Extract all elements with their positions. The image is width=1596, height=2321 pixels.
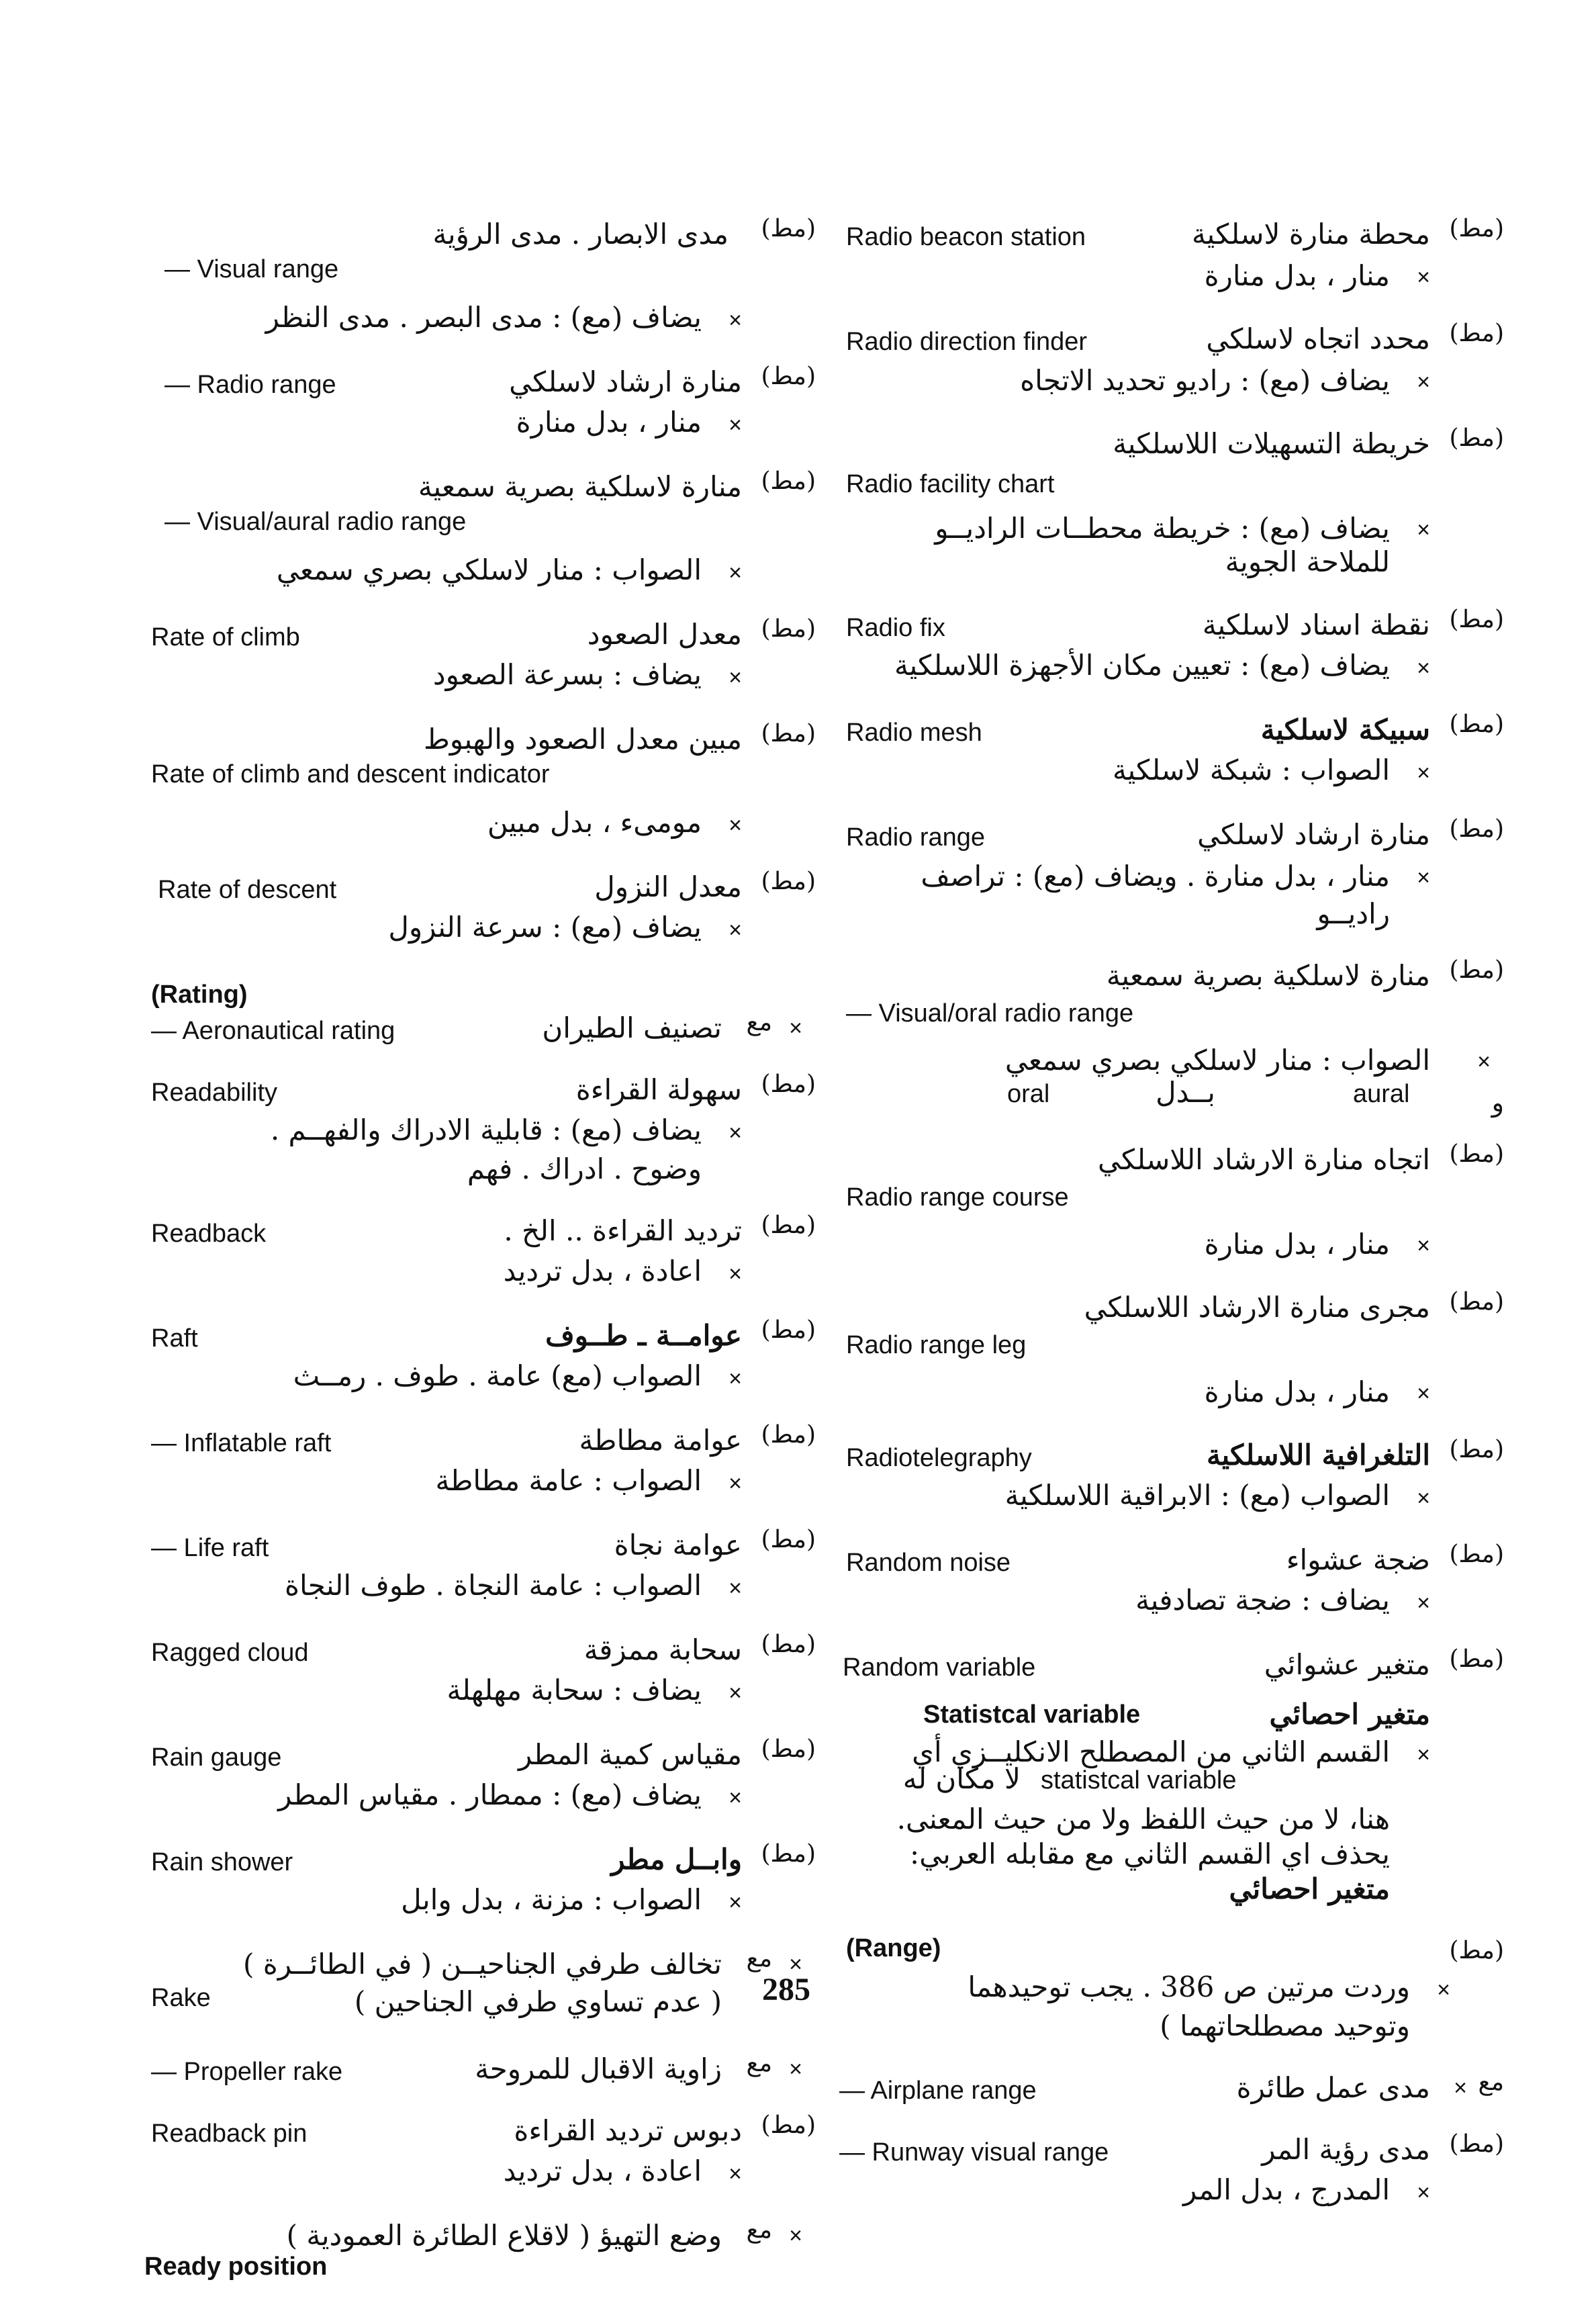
english-term: — Life raft (151, 1534, 269, 1562)
arabic-term: نقطة اسناد لاسلكية (1202, 608, 1430, 641)
arabic-term: وضع التهيؤ ( لاقلاع الطائرة العمودية ) (286, 2219, 722, 2252)
arabic-term: مقياس كمية المطر (518, 1738, 742, 1771)
abbrev-tag: (مط) (1449, 815, 1504, 843)
list-item (138, 1071, 816, 1193)
english-term: Rain gauge (151, 1743, 282, 1772)
english-term: Statistcal variable (923, 1700, 1141, 1729)
abbrev-tag: (مط) (1449, 1937, 1504, 1964)
note-text: هنا، لا من حيث اللفظ ولا من حيث المعنى. (896, 1803, 1390, 1835)
correction-note: للملاحة الجوية (1225, 545, 1390, 578)
english-term: Rain shower (151, 1848, 293, 1876)
list-item (138, 2050, 816, 2093)
cross-mark: × (1477, 1049, 1491, 1075)
cross-mark: × (729, 2161, 742, 2187)
list-item (826, 606, 1504, 692)
list-item (826, 1692, 1504, 1909)
arabic-term: ترديد القراءة .. الخ . (504, 1214, 742, 1247)
cross-mark: × (789, 2223, 802, 2248)
abbrev-tag: مع (746, 1009, 772, 1036)
arabic-term: سبيكة لاسلكية (1260, 713, 1430, 746)
english-term: Raft (151, 1324, 198, 1353)
correction-note: وتوحيد مصطلحاتهما ) (1160, 2009, 1410, 2042)
arabic-term: مدى رؤية المر (1262, 2133, 1430, 2166)
arabic-term: زاوية الاقبال للمروحة (475, 2052, 722, 2085)
list-item (826, 424, 1504, 587)
arabic-term: مدى الابصار . مدى الرؤية (432, 218, 729, 251)
english-term: Random variable (843, 1653, 1036, 1682)
abbrev-tag: مع (1478, 2068, 1504, 2096)
list-item (138, 467, 816, 596)
english-term: Random noise (846, 1549, 1011, 1577)
correction-note: الصواب (مع) : الابراقية اللاسلكية (1004, 1479, 1390, 1512)
cross-mark: × (1417, 1742, 1430, 1768)
arabic-term: عوامة نجاة (614, 1529, 742, 1561)
list-item (138, 1631, 816, 1717)
english-word: oral (1007, 1080, 1050, 1108)
english-term: Ragged cloud (151, 1639, 309, 1667)
english-term: Rate of climb and descent indicator (151, 760, 550, 788)
abbrev-tag: (مط) (761, 1735, 816, 1763)
arabic-term: سحابة ممزقة (583, 1633, 742, 1666)
cross-mark: × (789, 2056, 802, 2082)
english-term: (Rating) (151, 981, 248, 1009)
cross-mark: × (729, 1366, 742, 1392)
cross-mark: × (729, 1471, 742, 1496)
arabic-term: خريطة التسهيلات اللاسلكية (1113, 427, 1430, 460)
cross-mark: × (729, 560, 742, 586)
list-item (826, 1927, 1504, 2050)
arabic-term: اتجاه منارة الارشاد اللاسلكي (1098, 1143, 1430, 1176)
correction-note: يضاف : سحابة مهلهلة (447, 1674, 702, 1706)
correction-note: يضاف : بسرعة الصعود (432, 658, 702, 691)
note-text: القسم الثاني من المصطلح الانكليــزي أي (912, 1735, 1390, 1768)
cross-mark: × (1417, 865, 1430, 891)
cross-mark: × (729, 412, 742, 438)
list-item (138, 972, 816, 1009)
english-term: Readback (151, 1220, 267, 1248)
cross-mark: × (1454, 2075, 1467, 2101)
english-word: aural (1353, 1080, 1410, 1108)
list-item (138, 615, 816, 701)
abbrev-tag: (مط) (1449, 1645, 1504, 1673)
abbrev-tag: (مط) (761, 2111, 816, 2139)
list-item (138, 215, 816, 344)
arabic-term: عوامة مطاطة (579, 1424, 742, 1457)
cross-mark: × (729, 1785, 742, 1811)
abbrev-tag: (مط) (1449, 711, 1504, 738)
list-item (138, 2111, 816, 2197)
cross-mark: × (729, 813, 742, 838)
abbrev-tag: (مط) (1449, 424, 1504, 452)
abbrev-tag: (مط) (761, 1526, 816, 1553)
correction-note: يضاف (مع) : قابلية الادراك والفهــم . (270, 1113, 702, 1146)
correction-note: وردت مرتين ص 386 . يجب توحيدهما (968, 1970, 1410, 2003)
cross-mark: × (729, 1576, 742, 1601)
arabic-term: منارة لاسلكية بصرية سمعية (1106, 959, 1430, 992)
english-term: (Range) (846, 1934, 941, 1962)
english-term: — Airplane range (839, 2077, 1037, 2105)
abbrev-tag: (مط) (761, 615, 816, 643)
abbrev-tag: (مط) (761, 467, 816, 495)
abbrev-tag: (مط) (761, 215, 816, 242)
correction-note: يضاف (مع) : سرعة النزول (388, 911, 702, 944)
abbrev-tag: (مط) (1449, 956, 1504, 984)
correction-note: يضاف (مع) : راديو تحديد الاتجاه (1020, 364, 1390, 397)
arabic-term: مبين معدل الصعود والهبوط (423, 723, 742, 756)
list-item (826, 215, 1504, 301)
cross-mark: × (1417, 369, 1430, 395)
list-item (826, 956, 1504, 1122)
english-term: Radio mesh (846, 719, 982, 747)
arabic-term: عوامــة ـ طــوف (545, 1319, 742, 1352)
correction-note: الصواب : عامة مطاطة (435, 1464, 702, 1497)
english-term: — Visual/aural radio range (165, 508, 467, 536)
correction-note: راديــو (1317, 897, 1390, 930)
list-item (138, 1421, 816, 1507)
list-item (138, 1526, 816, 1612)
list-item (138, 1009, 816, 1052)
english-term: Readback pin (151, 2120, 308, 2148)
english-term: Radio range course (846, 1183, 1069, 1212)
english-term: Rate of descent (158, 876, 337, 904)
english-term: Readability (151, 1079, 277, 1107)
arabic-term: ضجة عشواء (1286, 1543, 1430, 1576)
english-term: — Visual/oral radio range (846, 999, 1134, 1028)
list-item (138, 2216, 816, 2302)
cross-mark: × (1417, 1233, 1430, 1259)
abbrev-tag: (مط) (761, 1631, 816, 1658)
arabic-term: تصنيف الطيران (542, 1011, 722, 1044)
cross-mark: × (1417, 2180, 1430, 2205)
arabic-term: معدل الصعود (587, 618, 742, 651)
list-item (826, 2130, 1504, 2216)
cross-mark: × (1417, 517, 1430, 543)
list-item (826, 1288, 1504, 1417)
english-term: Radio range (846, 823, 986, 852)
page-number: 285 (762, 1972, 810, 2007)
english-term: — Aeronautical rating (151, 1017, 395, 1045)
arabic-term: محطة منارة لاسلكية (1192, 218, 1430, 251)
correction-note: الصواب : منار لاسلكي بصري سمعي (1004, 1044, 1430, 1077)
correction-note: اعادة ، بدل ترديد (503, 2154, 702, 2187)
cross-mark: × (729, 1680, 742, 1706)
correction-note: منار ، بدل منارة . ويضاف (مع) : تراصف (921, 860, 1390, 893)
arabic-term: مدى عمل طائرة (1236, 2071, 1430, 2104)
arabic-term: متغير عشوائي (1264, 1648, 1430, 1681)
list-item (826, 711, 1504, 797)
english-term: statistcal variable (1041, 1766, 1237, 1794)
note-text: يحذف اي القسم الثاني مع مقابله العربي: (909, 1837, 1390, 1870)
correction-note: مومىء ، بدل مبين (487, 806, 702, 839)
correction-note: منار ، بدل منارة (516, 406, 702, 439)
abbrev-tag: (مط) (761, 1421, 816, 1449)
correction-note: الصواب (مع) عامة . طوف . رمــث (293, 1359, 702, 1392)
left-column (138, 215, 816, 2321)
english-term: Radio facility chart (846, 470, 1055, 498)
cross-mark: × (729, 1261, 742, 1287)
abbrev-tag: (مط) (761, 868, 816, 895)
cross-mark: × (729, 308, 742, 333)
abbrev-tag: مع (746, 2050, 772, 2077)
note-text: لا مكان له (902, 1762, 1021, 1795)
correction-note: المدرج ، بدل المر (1183, 2173, 1390, 2206)
list-item (138, 363, 816, 449)
list-item (826, 1645, 1504, 1688)
correction-note: اعادة ، بدل ترديد (503, 1255, 702, 1287)
arabic-term: معدل النزول (594, 870, 742, 903)
english-term: Radio range leg (846, 1331, 1027, 1359)
cross-mark: × (1417, 265, 1430, 290)
cross-mark: × (729, 1890, 742, 1915)
list-item (138, 1212, 816, 1298)
list-item (138, 1945, 816, 2031)
english-term: — Inflatable raft (151, 1429, 332, 1457)
cross-mark: × (789, 1015, 802, 1041)
arabic-word: بــدل (1156, 1076, 1215, 1109)
cross-mark: × (729, 917, 742, 943)
english-term: Rate of climb (151, 623, 300, 651)
list-item (138, 1316, 816, 1402)
english-term: — Propeller rake (151, 2058, 343, 2086)
abbrev-tag: (مط) (1449, 2130, 1504, 2158)
list-item (138, 868, 816, 954)
abbrev-tag: (مط) (1449, 320, 1504, 347)
list-item (826, 1541, 1504, 1627)
cross-mark: × (1437, 1977, 1450, 2003)
arabic-term: وابــل مطر (611, 1843, 742, 1876)
arabic-term: منارة ارشاد لاسلكي (509, 365, 742, 398)
english-term: Ready position (144, 2252, 328, 2281)
abbrev-tag: مع (746, 2216, 772, 2244)
arabic-term: محدد اتجاه لاسلكي (1206, 322, 1430, 355)
abbrev-tag: مع (746, 1945, 772, 1972)
abbrev-tag: (مط) (1449, 1541, 1504, 1568)
list-item (138, 720, 816, 849)
abbrev-tag: (مط) (761, 1840, 816, 1868)
list-item (138, 1735, 816, 1821)
correction-note: الصواب : شبكة لاسلكية (1112, 754, 1390, 786)
abbrev-tag: (مط) (1449, 215, 1504, 242)
abbrev-tag: (مط) (761, 1071, 816, 1098)
correction-note: الصواب : عامة النجاة . طوف النجاة (284, 1569, 702, 1602)
correction-note: وضوح . ادراك . فهم (467, 1152, 702, 1185)
list-item (826, 1436, 1504, 1522)
english-term: — Runway visual range (839, 2138, 1109, 2167)
list-item (826, 815, 1504, 938)
conjunction-mark: و (1491, 1089, 1504, 1118)
arabic-term: تخالف طرفي الجناحيــن ( في الطائــرة ) (243, 1948, 722, 1981)
arabic-term: مجرى منارة الارشاد اللاسلكي (1084, 1291, 1430, 1324)
abbrev-tag: (مط) (761, 1212, 816, 1239)
abbrev-tag: (مط) (761, 1316, 816, 1344)
english-term: Rake (151, 1984, 211, 2012)
correction-note: الصواب : منار لاسلكي بصري سمعي (276, 553, 702, 586)
english-term: — Visual range (165, 255, 339, 283)
arabic-term: سهولة القراءة (575, 1073, 742, 1106)
abbrev-tag: (مط) (1449, 1436, 1504, 1463)
correction-note: يضاف : ضجة تصادفية (1135, 1584, 1390, 1617)
english-term: Radio direction finder (846, 328, 1088, 356)
cross-mark: × (1417, 1590, 1430, 1616)
list-item (826, 320, 1504, 406)
right-column (826, 215, 1504, 2235)
list-item (826, 1140, 1504, 1269)
cross-mark: × (1417, 655, 1430, 681)
english-term: Radio beacon station (846, 223, 1086, 251)
list-item (826, 2068, 1504, 2111)
english-term: Radiotelegraphy (846, 1444, 1032, 1472)
arabic-term: دبوس ترديد القراءة (514, 2114, 742, 2147)
cross-mark: × (729, 1120, 742, 1146)
arabic-term: منارة ارشاد لاسلكي (1197, 818, 1430, 851)
abbrev-tag: (مط) (761, 363, 816, 390)
abbrev-tag: (مط) (1449, 606, 1504, 633)
correction-note: يضاف (مع) : ممطار . مقياس المطر (278, 1778, 702, 1811)
correction-note: يضاف (مع) : تعيين مكان الأجهزة اللاسلكية (894, 649, 1390, 682)
correction-note: يضاف (مع) : خريطة محطــات الراديــو (935, 512, 1390, 545)
cross-mark: × (789, 1952, 802, 1977)
note-text: متغير احصائي (1229, 1872, 1390, 1905)
cross-mark: × (729, 665, 742, 690)
correction-note: يضاف (مع) : مدى البصر . مدى النظر (265, 301, 702, 334)
arabic-term: متغير احصائي (1269, 1698, 1430, 1731)
list-item (138, 1840, 816, 1926)
english-term: — Radio range (165, 371, 336, 399)
abbrev-tag: (مط) (761, 720, 816, 747)
cross-mark: × (1417, 1381, 1430, 1406)
correction-note: منار ، بدل منارة (1204, 1228, 1390, 1261)
arabic-term: منارة لاسلكية بصرية سمعية (418, 470, 742, 503)
correction-note: ( عدم تساوي طرفي الجناحين ) (354, 1985, 722, 2018)
correction-note: الصواب : مزنة ، بدل وابل (401, 1883, 702, 1916)
correction-note: منار ، بدل منارة (1204, 1375, 1390, 1408)
cross-mark: × (1417, 1486, 1430, 1511)
arabic-term: التلغرافية اللاسلكية (1206, 1439, 1430, 1471)
abbrev-tag: (مط) (1449, 1288, 1504, 1316)
cross-mark: × (1417, 760, 1430, 786)
correction-note: منار ، بدل منارة (1204, 259, 1390, 292)
english-term: Radio fix (846, 614, 945, 642)
abbrev-tag: (مط) (1449, 1140, 1504, 1168)
